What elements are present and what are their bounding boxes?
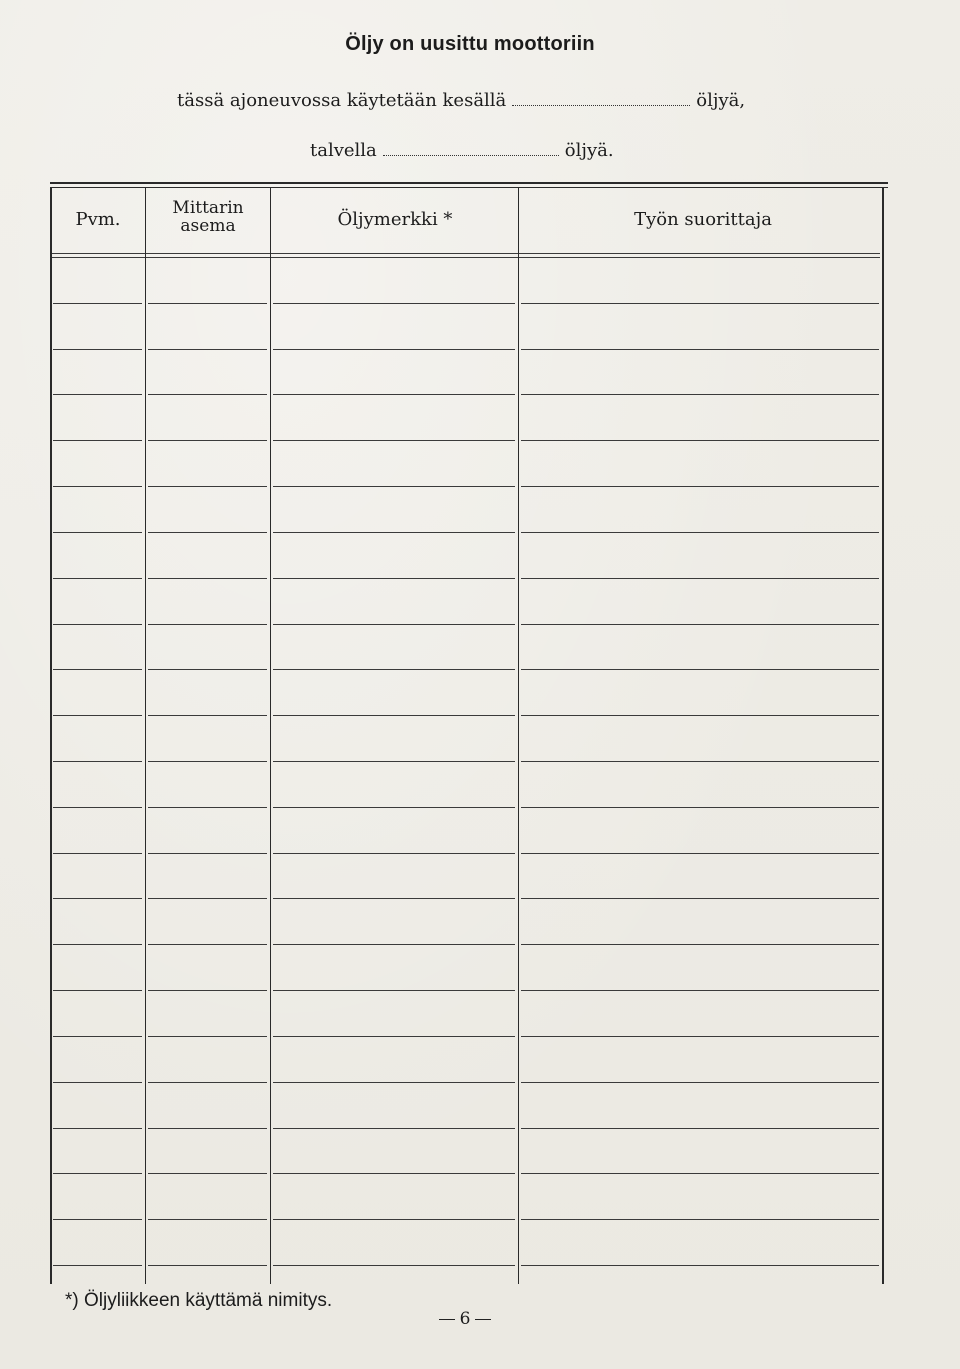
table-cell[interactable] — [53, 578, 142, 579]
table-cell[interactable] — [53, 1173, 142, 1174]
table-cell[interactable] — [148, 349, 267, 350]
table-cell[interactable] — [148, 532, 267, 533]
table-cell[interactable] — [521, 761, 879, 762]
table-cell[interactable] — [148, 486, 267, 487]
column-divider-oil — [518, 188, 519, 1284]
table-cell[interactable] — [521, 624, 879, 625]
table-cell[interactable] — [53, 853, 142, 854]
table-cell[interactable] — [53, 1036, 142, 1037]
table-cell[interactable] — [53, 349, 142, 350]
page-number-dash-left — [439, 1319, 455, 1320]
page-number-block — [430, 1309, 500, 1329]
winter-oil-prefix: talvella — [310, 140, 377, 161]
header-performed-by: Työn suorittaja — [634, 209, 772, 230]
table-top-rule — [50, 182, 888, 184]
table-cell[interactable] — [273, 1128, 515, 1129]
table-cell[interactable] — [273, 1219, 515, 1220]
table-cell[interactable] — [148, 394, 267, 395]
table-cell[interactable] — [521, 1082, 879, 1083]
table-cell[interactable] — [53, 303, 142, 304]
table-cell[interactable] — [148, 1173, 267, 1174]
table-cell[interactable] — [53, 715, 142, 716]
table-cell[interactable] — [53, 669, 142, 670]
table-cell[interactable] — [521, 578, 879, 579]
table-cell[interactable] — [273, 303, 515, 304]
table-cell[interactable] — [273, 532, 515, 533]
table-cell[interactable] — [273, 349, 515, 350]
table-cell[interactable] — [53, 944, 142, 945]
table-cell[interactable] — [273, 990, 515, 991]
table-border-right — [882, 188, 884, 1284]
header-oil-brand: Öljymerkki * — [337, 209, 453, 230]
table-cell[interactable] — [53, 532, 142, 533]
table-cell[interactable] — [53, 807, 142, 808]
table-cell[interactable] — [273, 1082, 515, 1083]
table-cell[interactable] — [521, 349, 879, 350]
table-cell[interactable] — [148, 578, 267, 579]
table-cell[interactable] — [148, 440, 267, 441]
table-cell[interactable] — [53, 624, 142, 625]
table-cell[interactable] — [148, 303, 267, 304]
table-cell[interactable] — [273, 578, 515, 579]
table-cell[interactable] — [273, 669, 515, 670]
table-cell[interactable] — [53, 1265, 142, 1266]
table-cell[interactable] — [273, 394, 515, 395]
table-cell[interactable] — [273, 624, 515, 625]
table-cell[interactable] — [521, 303, 879, 304]
table-cell[interactable] — [53, 990, 142, 991]
table-cell[interactable] — [148, 1128, 267, 1129]
table-cell[interactable] — [148, 807, 267, 808]
summer-oil-suffix: öljyä, — [696, 90, 746, 111]
header-odometer-line1: Mittarin — [172, 198, 244, 218]
table-cell[interactable] — [148, 715, 267, 716]
table-cell[interactable] — [273, 1036, 515, 1037]
table-cell[interactable] — [521, 486, 879, 487]
table-cell[interactable] — [521, 440, 879, 441]
column-divider-date — [145, 188, 146, 1284]
table-cell[interactable] — [148, 1265, 267, 1266]
table-cell[interactable] — [53, 761, 142, 762]
table-cell[interactable] — [521, 898, 879, 899]
winter-oil-suffix: öljyä. — [564, 140, 614, 161]
table-cell[interactable] — [521, 394, 879, 395]
table-cell[interactable] — [521, 807, 879, 808]
table-cell[interactable] — [273, 944, 515, 945]
table-cell[interactable] — [273, 761, 515, 762]
table-cell[interactable] — [273, 486, 515, 487]
table-cell[interactable] — [273, 1265, 515, 1266]
table-cell[interactable] — [521, 532, 879, 533]
table-cell[interactable] — [521, 1128, 879, 1129]
table-cell[interactable] — [521, 1036, 879, 1037]
table-cell[interactable] — [148, 944, 267, 945]
table-cell[interactable] — [273, 898, 515, 899]
table-cell[interactable] — [148, 990, 267, 991]
table-cell[interactable] — [521, 715, 879, 716]
page-number-dash-right — [475, 1319, 491, 1320]
table-cell[interactable] — [53, 1082, 142, 1083]
header-separator — [50, 253, 880, 254]
table-cell[interactable] — [148, 761, 267, 762]
winter-oil-blank[interactable] — [383, 154, 559, 156]
winter-oil-line — [310, 140, 614, 161]
table-cell[interactable] — [148, 853, 267, 854]
table-cell[interactable] — [148, 898, 267, 899]
table-cell[interactable] — [273, 440, 515, 441]
table-cell[interactable] — [521, 1173, 879, 1174]
summer-oil-line — [177, 90, 745, 111]
column-divider-odometer — [270, 188, 271, 1284]
table-cell[interactable] — [148, 1219, 267, 1220]
table-cell[interactable] — [53, 898, 142, 899]
table-cell[interactable] — [53, 1128, 142, 1129]
table-cell[interactable] — [148, 669, 267, 670]
summer-oil-blank[interactable] — [512, 104, 690, 106]
table-cell[interactable] — [273, 853, 515, 854]
table-cell[interactable] — [148, 1082, 267, 1083]
page-title: Öljy on uusittu moottoriin — [345, 33, 595, 55]
table-cell[interactable] — [273, 715, 515, 716]
table-cell[interactable] — [53, 440, 142, 441]
header-date: Pvm. — [75, 209, 121, 230]
table-cell[interactable] — [53, 1219, 142, 1220]
header-separator-thin — [50, 257, 880, 258]
table-cell[interactable] — [521, 669, 879, 670]
table-cell[interactable] — [148, 624, 267, 625]
table-cell[interactable] — [273, 807, 515, 808]
table-cell[interactable] — [148, 1036, 267, 1037]
table-top-rule-thin — [50, 187, 888, 188]
table-cell[interactable] — [53, 394, 142, 395]
table-border-left — [50, 188, 52, 1284]
header-odometer-line2: asema — [180, 215, 236, 236]
table-cell[interactable] — [521, 1265, 879, 1266]
header-odometer — [146, 200, 270, 236]
table-cell[interactable] — [273, 1173, 515, 1174]
table-cell[interactable] — [521, 944, 879, 945]
table-cell[interactable] — [521, 990, 879, 991]
summer-oil-prefix: tässä ajoneuvossa käytetään kesällä — [177, 90, 507, 111]
table-cell[interactable] — [521, 853, 879, 854]
page-number: 6 — [459, 1309, 471, 1329]
table-cell[interactable] — [521, 1219, 879, 1220]
footnote: *) Öljyliikkeen käyttämä nimitys. — [65, 1290, 333, 1311]
table-cell[interactable] — [53, 486, 142, 487]
